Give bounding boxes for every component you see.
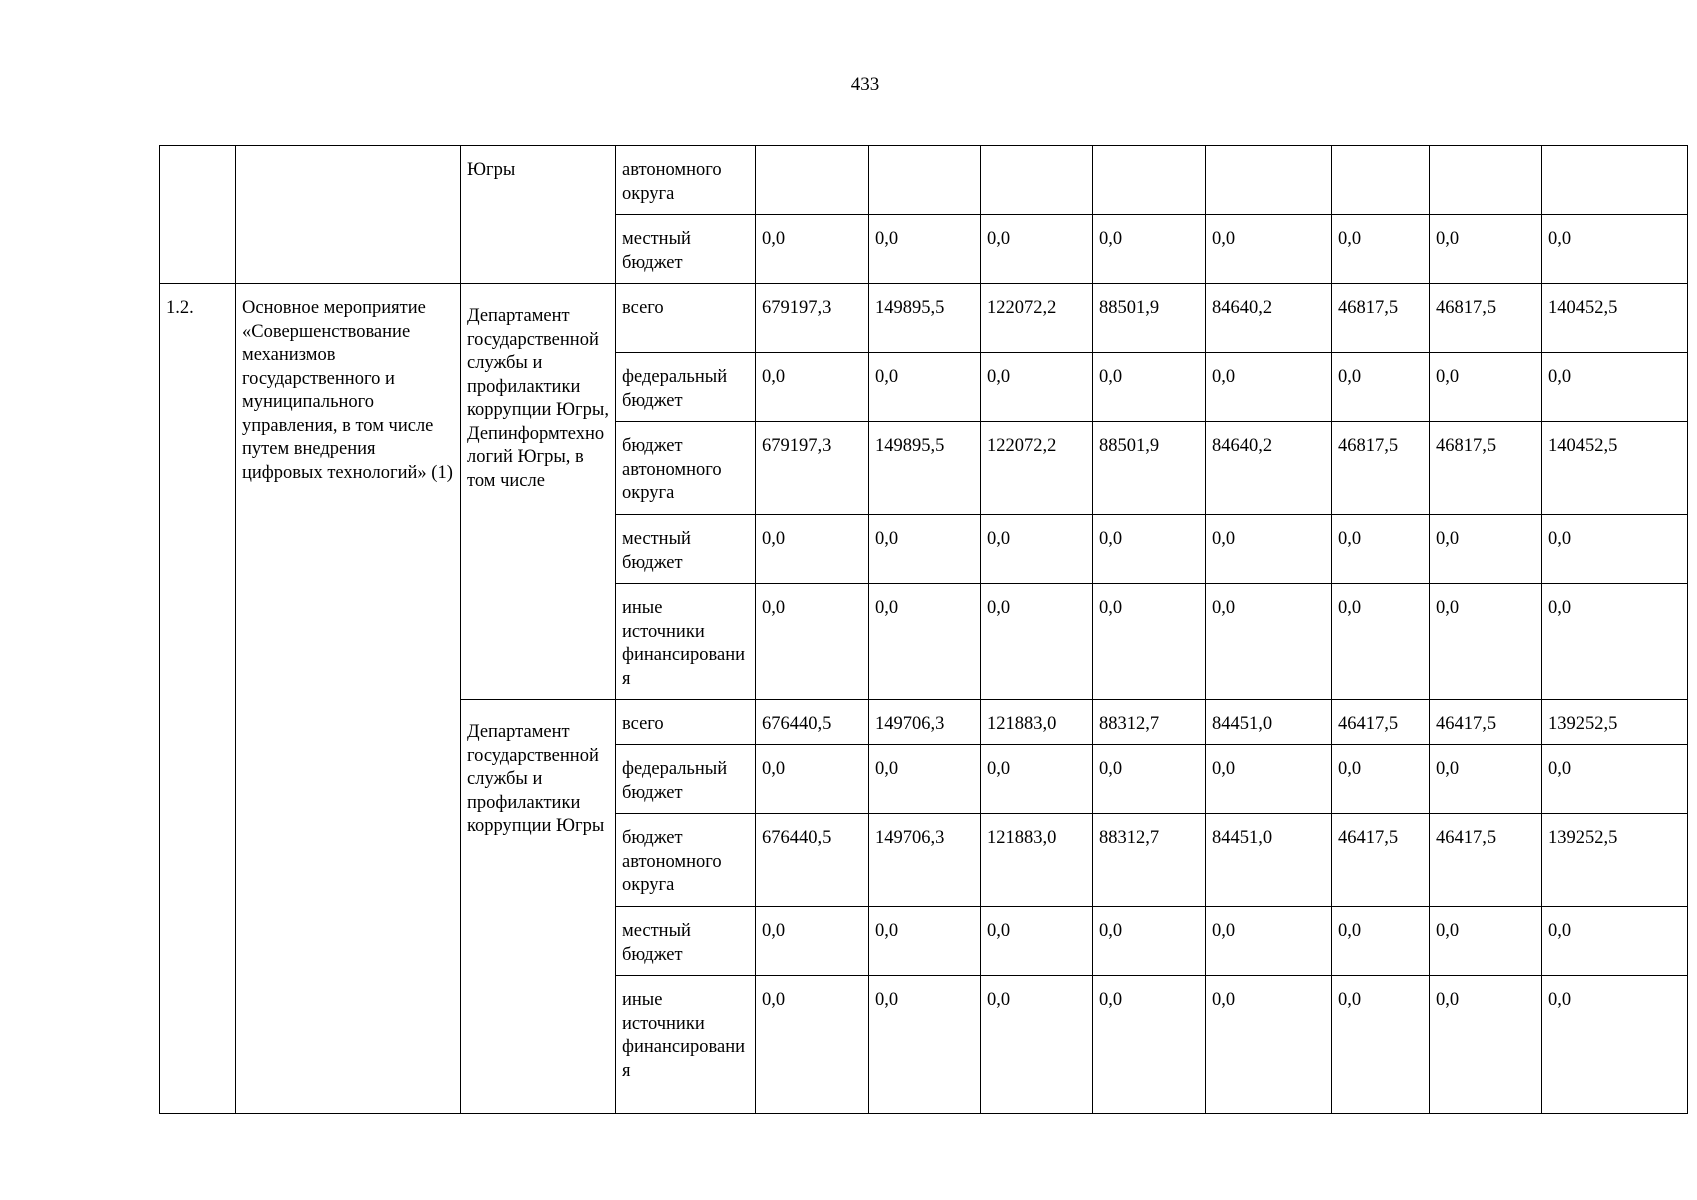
- source-cell: местный бюджет: [616, 907, 756, 976]
- value-cell: 149706,3: [869, 814, 981, 907]
- source-cell: иные источники финансирования: [616, 584, 756, 700]
- value-cell: 0,0: [1542, 215, 1688, 284]
- value-cell: 0,0: [756, 584, 869, 700]
- value-cell: [756, 146, 869, 215]
- value-cell: 0,0: [869, 515, 981, 584]
- table-row: [160, 146, 1688, 215]
- value-cell: 149895,5: [869, 422, 981, 515]
- source-cell: местный бюджет: [616, 215, 756, 284]
- source-cell: всего: [616, 284, 756, 353]
- executor-cell: Департамент государственной службы и профилактики коррупции Югры: [461, 700, 616, 1114]
- value-cell: 139252,5: [1542, 700, 1688, 745]
- value-cell: 0,0: [1093, 976, 1206, 1114]
- source-cell: федеральный бюджет: [616, 745, 756, 814]
- value-cell: 0,0: [1332, 976, 1430, 1114]
- value-cell: 0,0: [981, 976, 1093, 1114]
- source-cell: бюджет автономного округа: [616, 422, 756, 515]
- value-cell: 0,0: [1430, 515, 1542, 584]
- value-cell: 0,0: [869, 584, 981, 700]
- value-cell: 0,0: [756, 353, 869, 422]
- value-cell: 149895,5: [869, 284, 981, 353]
- value-cell: 0,0: [981, 353, 1093, 422]
- source-cell: местный бюджет: [616, 515, 756, 584]
- value-cell: 0,0: [1542, 976, 1688, 1114]
- value-cell: 0,0: [756, 976, 869, 1114]
- source-cell: бюджет автономного округа: [616, 814, 756, 907]
- value-cell: 0,0: [1542, 745, 1688, 814]
- value-cell: 46417,5: [1430, 814, 1542, 907]
- value-cell: 0,0: [756, 745, 869, 814]
- measure-cell-empty: [236, 146, 461, 284]
- value-cell: 121883,0: [981, 814, 1093, 907]
- value-cell: 0,0: [756, 907, 869, 976]
- value-cell: 676440,5: [756, 700, 869, 745]
- value-cell: 0,0: [1332, 745, 1430, 814]
- value-cell: 679197,3: [756, 422, 869, 515]
- value-cell: 46817,5: [1332, 422, 1430, 515]
- value-cell: 0,0: [869, 353, 981, 422]
- measure-name: Основное мероприятие «Совершенствование механизмов государственного и муниципального управления, в том числе путем внедрения цифровых технологий» (1): [236, 284, 461, 1114]
- value-cell: 0,0: [1206, 907, 1332, 976]
- value-cell: 46417,5: [1332, 814, 1430, 907]
- value-cell: [1542, 146, 1688, 215]
- value-cell: 0,0: [1093, 515, 1206, 584]
- source-cell: иные источники финансирования: [616, 976, 756, 1114]
- value-cell: 88312,7: [1093, 814, 1206, 907]
- measure-number: 1.2.: [160, 284, 236, 1114]
- value-cell: 676440,5: [756, 814, 869, 907]
- value-cell: 0,0: [981, 515, 1093, 584]
- executor-cell: Департамент государственной службы и профилактики коррупции Югры, Депинформтехнологий Югры, в том числе: [461, 284, 616, 700]
- value-cell: 140452,5: [1542, 422, 1688, 515]
- value-cell: 0,0: [1093, 584, 1206, 700]
- value-cell: 0,0: [1206, 745, 1332, 814]
- value-cell: 0,0: [1206, 976, 1332, 1114]
- value-cell: [1430, 146, 1542, 215]
- value-cell: 0,0: [1093, 745, 1206, 814]
- value-cell: 139252,5: [1542, 814, 1688, 907]
- value-cell: 88501,9: [1093, 284, 1206, 353]
- number-cell-empty: [160, 146, 236, 284]
- value-cell: 140452,5: [1542, 284, 1688, 353]
- value-cell: 46417,5: [1430, 700, 1542, 745]
- value-cell: 0,0: [1206, 515, 1332, 584]
- value-cell: 0,0: [1332, 353, 1430, 422]
- value-cell: 0,0: [1430, 353, 1542, 422]
- value-cell: 88312,7: [1093, 700, 1206, 745]
- value-cell: 0,0: [981, 584, 1093, 700]
- source-cell: всего: [616, 700, 756, 745]
- value-cell: 0,0: [1542, 584, 1688, 700]
- value-cell: 46817,5: [1430, 422, 1542, 515]
- page-number: 433: [850, 74, 880, 95]
- value-cell: [1093, 146, 1206, 215]
- value-cell: 0,0: [981, 745, 1093, 814]
- value-cell: 46417,5: [1332, 700, 1430, 745]
- value-cell: 0,0: [1332, 584, 1430, 700]
- value-cell: 0,0: [981, 215, 1093, 284]
- value-cell: 122072,2: [981, 422, 1093, 515]
- value-cell: 0,0: [1332, 515, 1430, 584]
- value-cell: 0,0: [1542, 515, 1688, 584]
- table-row: [160, 284, 1688, 353]
- value-cell: 46817,5: [1332, 284, 1430, 353]
- value-cell: 0,0: [1430, 745, 1542, 814]
- value-cell: 0,0: [1430, 215, 1542, 284]
- value-cell: 0,0: [1430, 976, 1542, 1114]
- value-cell: 46817,5: [1430, 284, 1542, 353]
- value-cell: 0,0: [869, 745, 981, 814]
- value-cell: [1206, 146, 1332, 215]
- value-cell: 0,0: [981, 907, 1093, 976]
- value-cell: 0,0: [1093, 353, 1206, 422]
- value-cell: [1332, 146, 1430, 215]
- value-cell: 0,0: [1542, 907, 1688, 976]
- value-cell: 149706,3: [869, 700, 981, 745]
- value-cell: 88501,9: [1093, 422, 1206, 515]
- value-cell: 0,0: [869, 907, 981, 976]
- value-cell: 0,0: [1093, 215, 1206, 284]
- value-cell: 84640,2: [1206, 422, 1332, 515]
- value-cell: 0,0: [869, 976, 981, 1114]
- value-cell: [981, 146, 1093, 215]
- value-cell: 84451,0: [1206, 814, 1332, 907]
- value-cell: 0,0: [1206, 215, 1332, 284]
- value-cell: 121883,0: [981, 700, 1093, 745]
- value-cell: 84451,0: [1206, 700, 1332, 745]
- value-cell: 122072,2: [981, 284, 1093, 353]
- value-cell: 0,0: [1430, 584, 1542, 700]
- value-cell: 0,0: [1332, 907, 1430, 976]
- value-cell: 0,0: [756, 215, 869, 284]
- value-cell: 0,0: [869, 215, 981, 284]
- budget-table: [159, 145, 1688, 1114]
- value-cell: [869, 146, 981, 215]
- value-cell: 0,0: [1206, 353, 1332, 422]
- value-cell: 0,0: [1093, 907, 1206, 976]
- value-cell: 84640,2: [1206, 284, 1332, 353]
- value-cell: 0,0: [1430, 907, 1542, 976]
- executor-cell: Югры: [461, 146, 616, 284]
- value-cell: 0,0: [1332, 215, 1430, 284]
- source-cell: федеральный бюджет: [616, 353, 756, 422]
- value-cell: 0,0: [756, 515, 869, 584]
- value-cell: 679197,3: [756, 284, 869, 353]
- value-cell: 0,0: [1206, 584, 1332, 700]
- value-cell: 0,0: [1542, 353, 1688, 422]
- source-cell: автономного округа: [616, 146, 756, 215]
